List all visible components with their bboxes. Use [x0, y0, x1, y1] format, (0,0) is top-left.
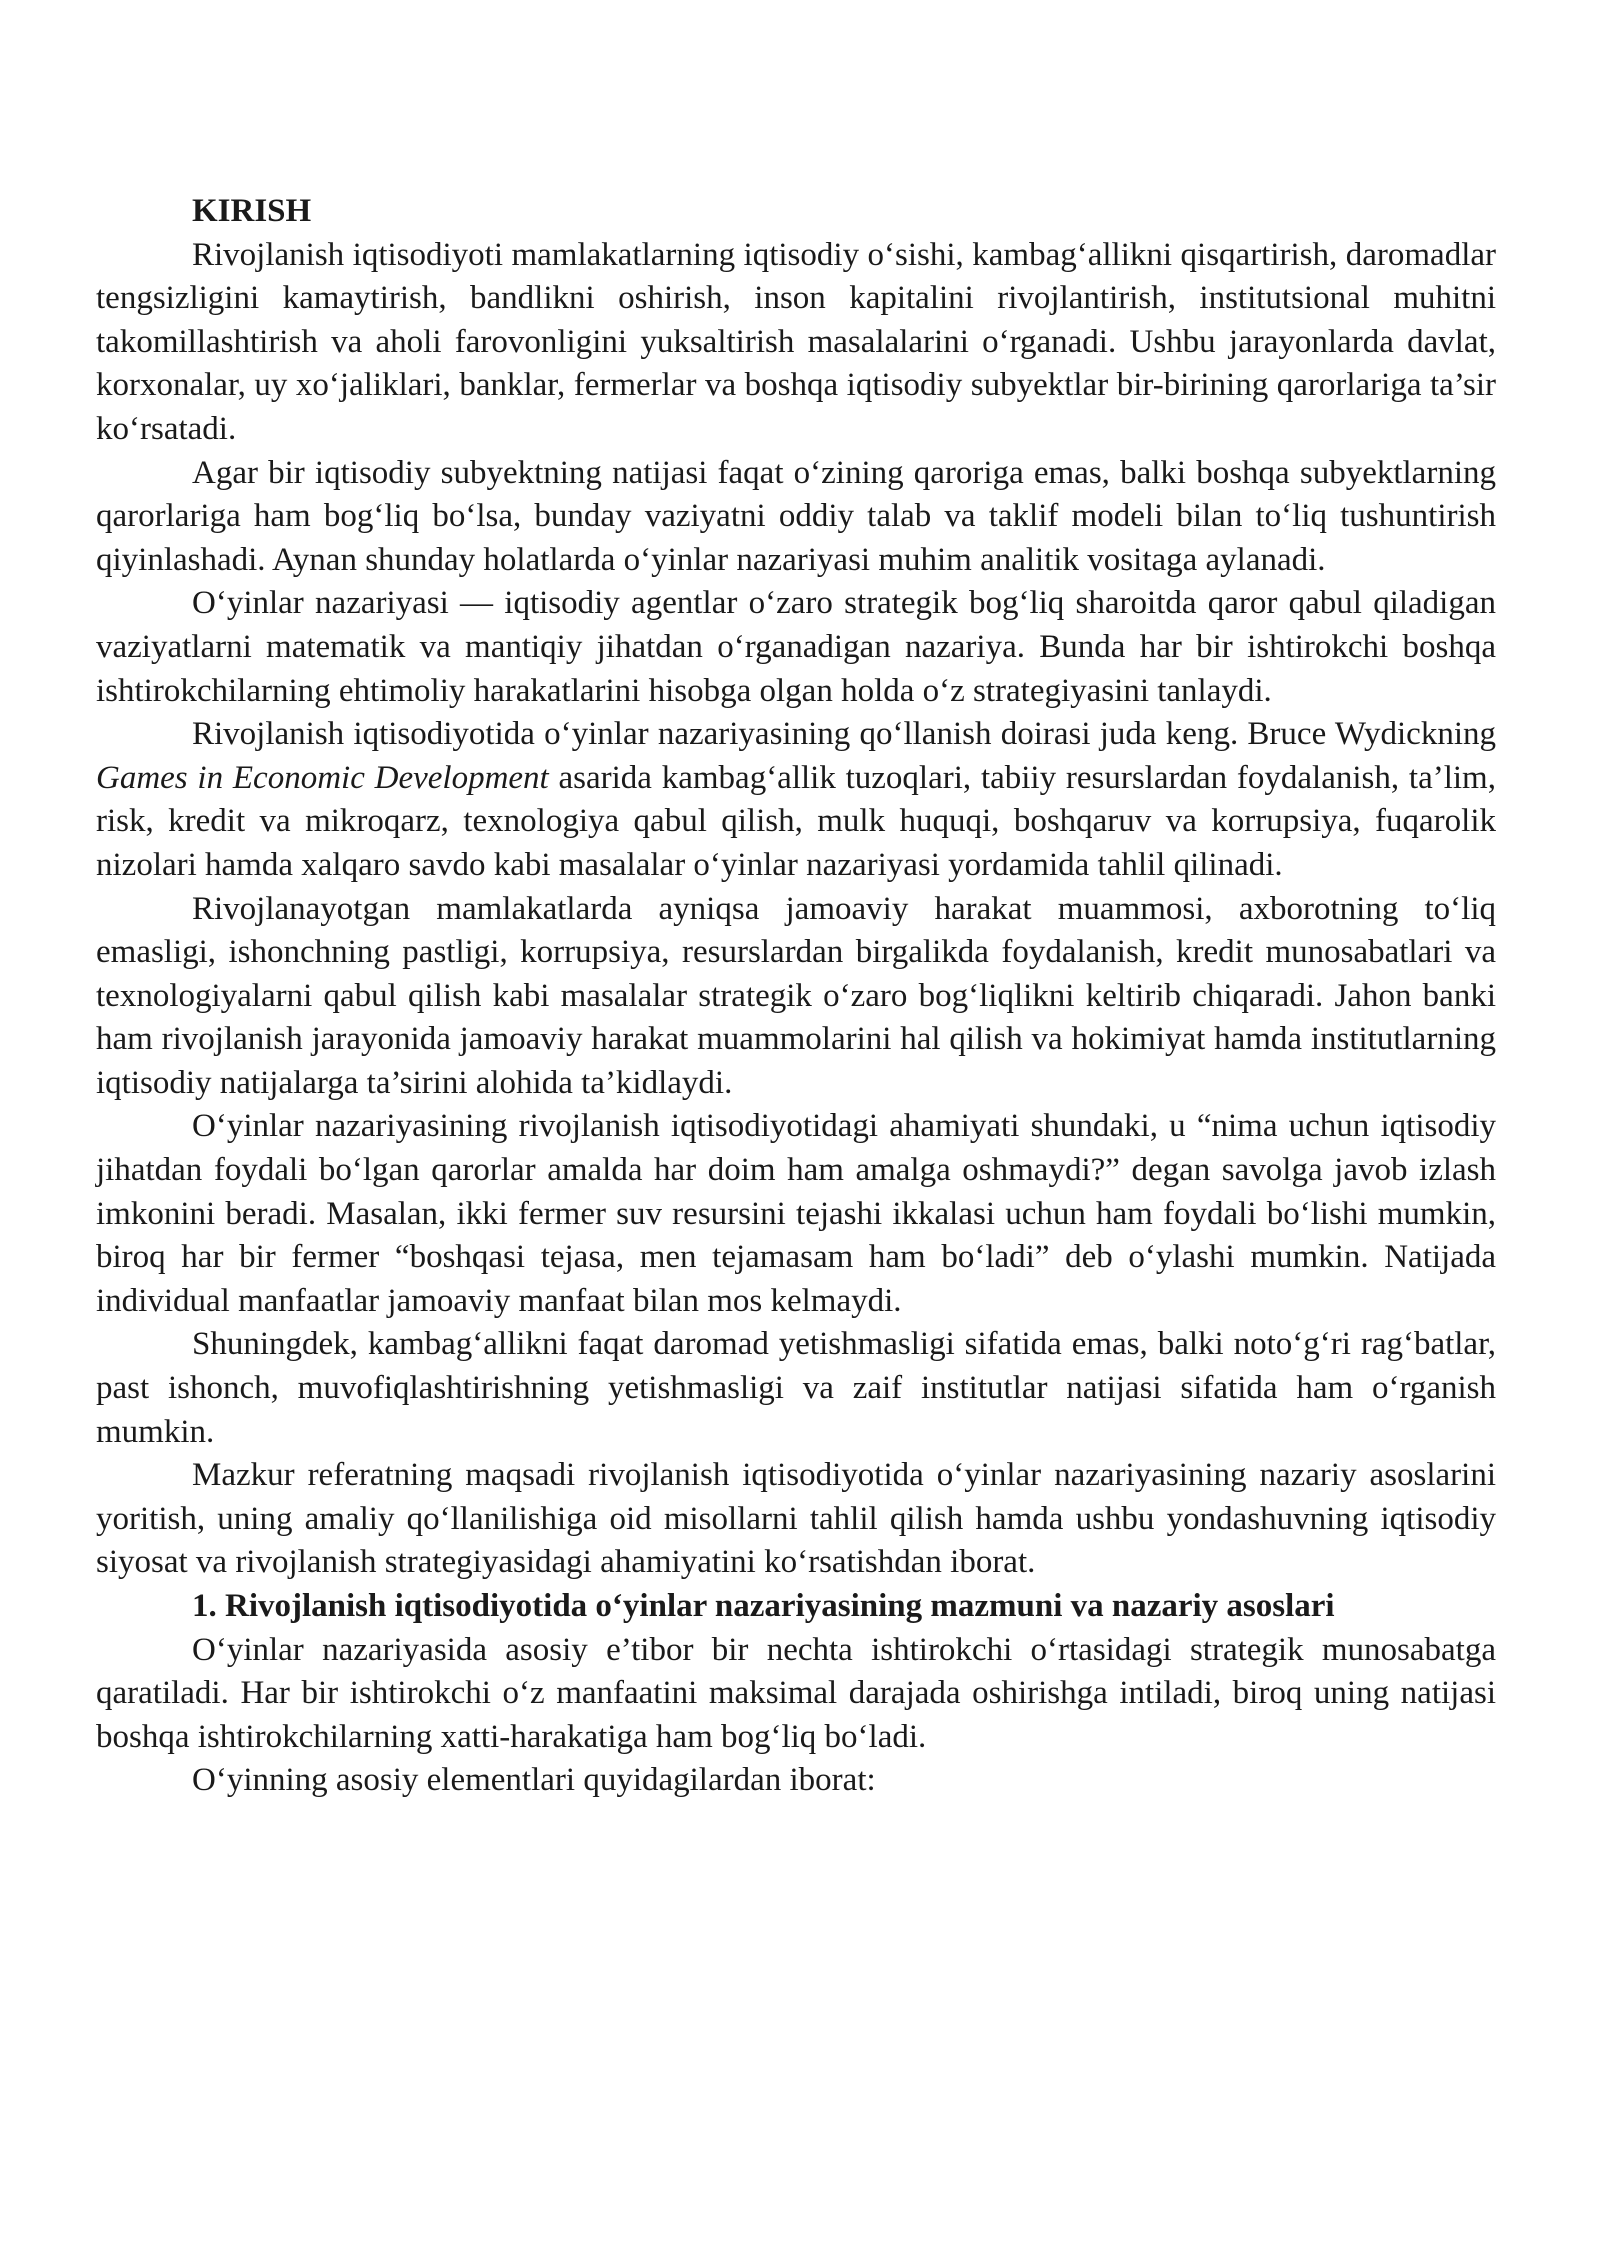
intro-paragraph-4-start: Rivojlanish iqtisodiyotida o‘yinlar nazariyasining qo‘llanish doirasi juda keng. Bruce Wydickning — [192, 716, 1496, 753]
intro-paragraph-6: O‘yinlar nazariyasining rivojlanish iqtisodiyotidagi ahamiyati shundaki, u “nima uchun iqtisodiy jihatdan foydali bo‘lgan qarorlar amalda har doim ham amalga oshmaydi?” degan savolga javob izlash imkonini beradi. Masalan, ikki fermer suv resursini tejashi ikkalasi uchun ham foydali bo‘lishi mumkin, biroq har bir fermer “boshqasi tejasa, men tejamasam ham bo‘ladi” deb o‘ylashi mumkin. Natijada individual manfaatlar jamoaviy manfaat bilan mos kelmaydi. — [96, 1108, 1496, 1319]
intro-paragraph-4 — [96, 713, 1496, 887]
intro-paragraph-5: Rivojlanayotgan mamlakatlarda ayniqsa jamoaviy harakat muammosi, axborotning to‘liq emasligi, ishonchning pastligi, korrupsiya, resurslardan birgalikda foydalanish, kredit munosabatlari va texnologiyalarni qabul qilish kabi masalalar strategik o‘zaro bog‘liqlikni keltirib chiqaradi. Jahon banki ham rivojlanish jarayonida jamoaviy harakat muammolarini hal qilish va hokimiyat hamda institutlarning iqtisodiy natijalarga ta’sirini alohida ta’kidlaydi. — [96, 890, 1496, 1101]
document-page — [96, 190, 1496, 1803]
intro-paragraph-1: Rivojlanish iqtisodiyoti mamlakatlarning iqtisodiy o‘sishi, kambag‘allikni qisqartirish, daromadlar tengsizligini kamaytirish, bandlikni oshirish, inson kapitalini rivojlantirish, institutsional muhitni takomillashtirish va aholi farovonligini yuksaltirish masalalarini o‘rganadi. Ushbu jarayonlarda davlat, korxonalar, uy xo‘jaliklari, banklar, fermerlar va boshqa iqtisodiy subyektlar bir-birining qarorlariga ta’sir ko‘rsatadi. — [96, 236, 1496, 447]
intro-paragraph-7: Shuningdek, kambag‘allikni faqat daromad yetishmasligi sifatida emas, balki noto‘g‘ri rag‘batlar, past ishonch, muvofiqlashtirishning yetishmasligi va zaif institutlar natijasi sifatida ham o‘rganish mumkin. — [96, 1326, 1496, 1450]
intro-paragraph-2: Agar bir iqtisodiy subyektning natijasi faqat o‘zining qaroriga emas, balki boshqa subyektlarning qarorlariga ham bog‘liq bo‘lsa, bunday vaziyatni oddiy talab va taklif modeli bilan to‘liq tushuntirish qiyinlashadi. Aynan shunday holatlarda o‘yinlar nazariyasi muhim analitik vositaga aylanadi. — [96, 454, 1496, 578]
section-1-heading: 1. Rivojlanish iqtisodiyotida o‘yinlar nazariyasining mazmuni va nazariy asoslari — [192, 1588, 1335, 1624]
intro-heading: KIRISH — [192, 193, 312, 229]
section-1-paragraph-1: O‘yinlar nazariyasida asosiy e’tibor bir nechta ishtirokchi o‘rtasidagi strategik munosabatga qaratiladi. Har bir ishtirokchi o‘z manfaatini maksimal darajada oshirishga intiladi, biroq uning natijasi boshqa ishtirokchilarning xatti-harakatiga ham bog‘liq bo‘ladi. — [96, 1631, 1496, 1755]
intro-paragraph-3: O‘yinlar nazariyasi — iqtisodiy agentlar o‘zaro strategik bog‘liq sharoitda qaror qabul qiladigan vaziyatlarni matematik va mantiqiy jihatdan o‘rganadigan nazariya. Bunda har bir ishtirokchi boshqa ishtirokchilarning ehtimoliy harakatlarini hisobga olgan holda o‘z strategiyasini tanlaydi. — [96, 585, 1496, 709]
section-1-paragraph-2: O‘yinning asosiy elementlari quyidagilardan iborat: — [192, 1762, 876, 1799]
book-title: Games in Economic Development — [96, 759, 549, 796]
intro-paragraph-4-end: asarida kambag‘allik tuzoqlari, tabiiy resurslardan foydalanish, ta’lim, risk, kredit va mikroqarz, texnologiya qabul qilish, mulk huquqi, boshqaruv va korrupsiya, fuqarolik nizolari hamda xalqaro savdo kabi masalalar o‘yinlar nazariyasi yordamida tahlil qilinadi. — [96, 759, 1496, 883]
intro-paragraph-8: Mazkur referatning maqsadi rivojlanish iqtisodiyotida o‘yinlar nazariyasining nazariy asoslarini yoritish, uning amaliy qo‘llanilishiga oid misollarni tahlil qilish hamda ushbu yondashuvning iqtisodiy siyosat va rivojlanish strategiyasidagi ahamiyatini ko‘rsatishdan iborat. — [96, 1457, 1496, 1581]
